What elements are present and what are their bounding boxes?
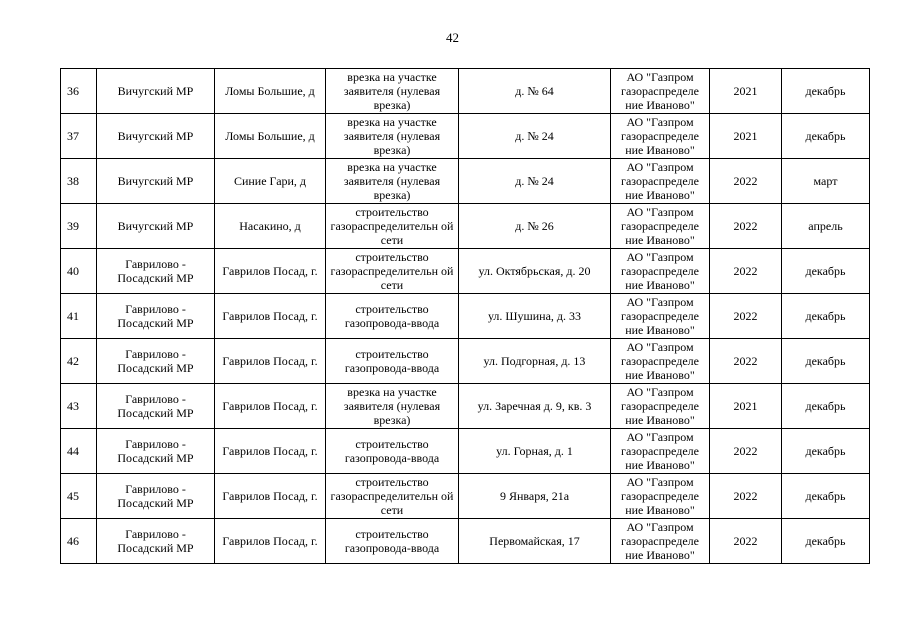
organization-cell: АО "Газпром газораспределе ние Иваново" (611, 159, 710, 204)
row-number-cell: 36 (61, 69, 97, 114)
organization-cell: АО "Газпром газораспределе ние Иваново" (611, 294, 710, 339)
settlement-cell: Ломы Большие, д (215, 114, 326, 159)
month-cell: март (782, 159, 870, 204)
district-cell: Вичугский МР (97, 69, 215, 114)
district-cell: Гаврилово - Посадский МР (97, 339, 215, 384)
settlement-cell: Гаврилов Посад, г. (215, 519, 326, 564)
settlement-cell: Гаврилов Посад, г. (215, 474, 326, 519)
page-number: 42 (446, 30, 459, 45)
row-number-cell: 45 (61, 474, 97, 519)
address-cell: д. № 24 (459, 159, 611, 204)
settlement-cell: Синие Гари, д (215, 159, 326, 204)
organization-cell: АО "Газпром газораспределе ние Иваново" (611, 204, 710, 249)
month-cell: декабрь (782, 429, 870, 474)
row-number-cell: 40 (61, 249, 97, 294)
address-cell: д. № 26 (459, 204, 611, 249)
year-cell: 2021 (710, 114, 782, 159)
row-number-cell: 38 (61, 159, 97, 204)
settlement-cell: Гаврилов Посад, г. (215, 294, 326, 339)
address-cell: ул. Заречная д. 9, кв. 3 (459, 384, 611, 429)
work-type-cell: строительство газораспределительн ой сети (326, 249, 459, 294)
row-number-cell: 37 (61, 114, 97, 159)
district-cell: Гаврилово - Посадский МР (97, 294, 215, 339)
organization-cell: АО "Газпром газораспределе ние Иваново" (611, 69, 710, 114)
table-row (61, 519, 870, 564)
month-cell: декабрь (782, 519, 870, 564)
table-row (61, 69, 870, 114)
work-type-cell: врезка на участке заявителя (нулевая врезка) (326, 69, 459, 114)
row-number-cell: 46 (61, 519, 97, 564)
settlement-cell: Гаврилов Посад, г. (215, 429, 326, 474)
work-type-cell: врезка на участке заявителя (нулевая врезка) (326, 159, 459, 204)
district-cell: Гаврилово - Посадский МР (97, 429, 215, 474)
district-cell: Гаврилово - Посадский МР (97, 474, 215, 519)
table-row (61, 429, 870, 474)
table-row (61, 159, 870, 204)
year-cell: 2022 (710, 204, 782, 249)
month-cell: декабрь (782, 384, 870, 429)
month-cell: декабрь (782, 69, 870, 114)
table-row (61, 384, 870, 429)
address-cell: ул. Горная, д. 1 (459, 429, 611, 474)
district-cell: Гаврилово - Посадский МР (97, 519, 215, 564)
year-cell: 2022 (710, 519, 782, 564)
table-row (61, 339, 870, 384)
district-cell: Гаврилово - Посадский МР (97, 384, 215, 429)
month-cell: апрель (782, 204, 870, 249)
work-type-cell: строительство газопровода-ввода (326, 519, 459, 564)
district-cell: Гаврилово - Посадский МР (97, 249, 215, 294)
table-row (61, 294, 870, 339)
address-cell: ул. Октябрьская, д. 20 (459, 249, 611, 294)
district-cell: Вичугский МР (97, 204, 215, 249)
month-cell: декабрь (782, 249, 870, 294)
table-body (61, 69, 870, 564)
table-row (61, 114, 870, 159)
row-number-cell: 44 (61, 429, 97, 474)
work-type-cell: строительство газораспределительн ой сети (326, 204, 459, 249)
year-cell: 2021 (710, 69, 782, 114)
month-cell: декабрь (782, 474, 870, 519)
settlement-cell: Гаврилов Посад, г. (215, 249, 326, 294)
address-cell: д. № 24 (459, 114, 611, 159)
address-cell: ул. Шушина, д. 33 (459, 294, 611, 339)
month-cell: декабрь (782, 114, 870, 159)
year-cell: 2022 (710, 249, 782, 294)
month-cell: декабрь (782, 294, 870, 339)
organization-cell: АО "Газпром газораспределе ние Иваново" (611, 384, 710, 429)
year-cell: 2022 (710, 294, 782, 339)
work-type-cell: строительство газопровода-ввода (326, 294, 459, 339)
row-number-cell: 43 (61, 384, 97, 429)
organization-cell: АО "Газпром газораспределе ние Иваново" (611, 114, 710, 159)
work-type-cell: строительство газопровода-ввода (326, 339, 459, 384)
district-cell: Вичугский МР (97, 114, 215, 159)
work-type-cell: врезка на участке заявителя (нулевая врезка) (326, 114, 459, 159)
address-cell: 9 Января, 21а (459, 474, 611, 519)
row-number-cell: 39 (61, 204, 97, 249)
district-cell: Вичугский МР (97, 159, 215, 204)
work-type-cell: строительство газопровода-ввода (326, 429, 459, 474)
year-cell: 2021 (710, 384, 782, 429)
address-cell: ул. Подгорная, д. 13 (459, 339, 611, 384)
table-row (61, 204, 870, 249)
address-cell: д. № 64 (459, 69, 611, 114)
work-type-cell: строительство газораспределительн ой сети (326, 474, 459, 519)
address-cell: Первомайская, 17 (459, 519, 611, 564)
month-cell: декабрь (782, 339, 870, 384)
settlement-cell: Гаврилов Посад, г. (215, 384, 326, 429)
year-cell: 2022 (710, 159, 782, 204)
table-row (61, 474, 870, 519)
row-number-cell: 42 (61, 339, 97, 384)
organization-cell: АО "Газпром газораспределе ние Иваново" (611, 249, 710, 294)
row-number-cell: 41 (61, 294, 97, 339)
year-cell: 2022 (710, 474, 782, 519)
table-row (61, 249, 870, 294)
organization-cell: АО "Газпром газораспределе ние Иваново" (611, 429, 710, 474)
year-cell: 2022 (710, 429, 782, 474)
organization-cell: АО "Газпром газораспределе ние Иваново" (611, 474, 710, 519)
settlement-cell: Ломы Большие, д (215, 69, 326, 114)
organization-cell: АО "Газпром газораспределе ние Иваново" (611, 339, 710, 384)
work-type-cell: врезка на участке заявителя (нулевая врезка) (326, 384, 459, 429)
settlement-cell: Насакино, д (215, 204, 326, 249)
settlement-cell: Гаврилов Посад, г. (215, 339, 326, 384)
gasification-table (60, 68, 870, 564)
year-cell: 2022 (710, 339, 782, 384)
organization-cell: АО "Газпром газораспределе ние Иваново" (611, 519, 710, 564)
